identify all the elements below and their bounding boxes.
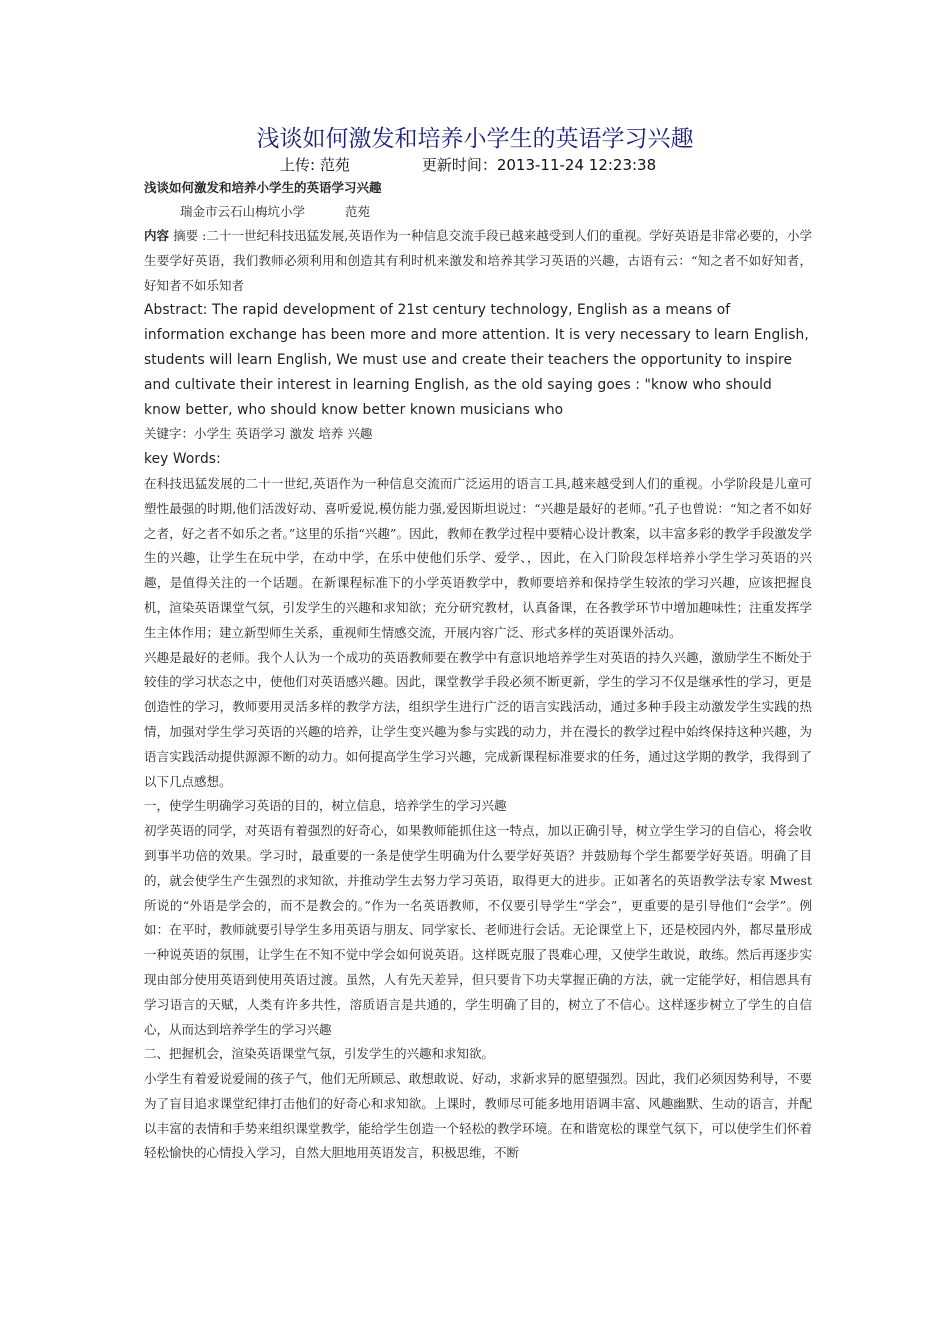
keywords-cn: 关键字：小学生 英语学习 激发 培养 兴趣 [144, 426, 373, 442]
abstract-cn-text: 摘要 :二十一世纪科技迅猛发展,英语作为一种信息交流手段已越来越受到人们的重视。学好英语是非常必要的，小学生要学好英语，我们教师必须利用和创造其有利时机来激发和培养其学习英语的兴趣，古语有云：“知之者不如好知者，好知者不如乐知者 [144, 228, 812, 293]
keywords-en: key Words: [144, 451, 221, 468]
document-meta [280, 154, 656, 175]
document-title: 浅谈如何激发和培养小学生的英语学习兴趣 [256, 126, 694, 152]
article-body [144, 176, 812, 1166]
abstract-en: Abstract: The rapid development of 21st century technology, English as a means of information exchange has been more and more attention. It is very necessary to learn English, students will learn English, We must use and create their teachers the opportunity to inspire and cultivate their interest in learning English, as the old saying goes : "know who should know better, who should know better known musicians who [144, 302, 809, 418]
paragraph-2: 兴趣是最好的老师。我个人认为一个成功的英语教师要在教学中有意识地培养学生对英语的持久兴趣，激励学生不断处于较佳的学习状态之中，使他们对英语感兴趣。因此，课堂教学手段必须不断更新，学生的学习不仅是继承性的学习，更是创造性的学习，教师要用灵活多样的教学方法，组织学生进行广泛的语言实践活动，通过多种手段主动激发学生实践的热情，加强对学生学习英语的兴趣的培养，让学生变兴趣为参与实践的动力，并在漫长的教学过程中始终保持这种兴趣，为语言实践活动提供源源不断的动力。如何提高学生学习兴趣，完成新课程标准要求的任务，通过这学期的教学，我得到了以下几点感想。 [144, 649, 812, 789]
section-heading-2: 二、把握机会，渲染英语课堂气氛，引发学生的兴趣和求知欲。 [144, 1046, 495, 1062]
content-label: 内容 [144, 228, 170, 243]
school-name: 瑞金市云石山梅坑小学 [180, 204, 306, 219]
paragraph-3: 初学英语的同学，对英语有着强烈的好奇心，如果教师能抓住这一特点，加以正确引导，树立学生学习的自信心，将会收到事半功倍的效果。学习时，最重要的一条是使学生明确为什么要学好英语？并鼓励每个学生都要学好英语。明确了目的，就会使学生产生强烈的求知欲，并推动学生去努力学习英语，取得更大的进步。正如著名的英语教学法专家 Mwest 所说的“外语是学会的，而不是教会的。”作为一名英语教师，不仅要引导学生“学会”，更重要的是引导他们“会学”。例如：在平时，教师就要引导学生多用英语与朋友、同学家长、老师进行会话。无论课堂上下，还是校园内外，都尽量形成一种说英语的氛围，让学生在不知不觉中学会如何说英语。这样既克服了畏难心理，又使学生敢说，敢练。然后再逐步实现由部分使用英语到使用英语过渡。虽然，人有先天差异，但只要肯下功夫掌握正确的方法，就一定能学好，相信恩具有学习语言的天赋，人类有许多共性，溶质语言是共通的，学生明确了目的，树立了不信心。这样逐步树立了学生的自信心，从而达到培养学生的学习兴趣 [144, 823, 812, 1037]
uploader-text: 上传: 范苑 [280, 156, 350, 174]
section-heading-1: 一，使学生明确学习英语的目的，树立信息，培养学生的学习兴趣 [144, 798, 507, 814]
update-time-text: 更新时间：2013-11-24 12:23:38 [421, 156, 657, 174]
abstract-cn [144, 224, 812, 298]
article-subtitle: 浅谈如何激发和培养小学生的英语学习兴趣 [144, 180, 382, 195]
paragraph-4: 小学生有着爱说爱闹的孩子气，他们无所顾忌、敢想敢说、好动，求新求异的愿望强烈。因此，我们必须因势利导，不要为了盲目追求课堂纪律打击他们的好奇心和求知欲。上课时，教师尽可能多地用语调丰富、风趣幽默、生动的语言，并配以丰富的表情和手势来组织课堂教学，能给学生创造一个轻松的教学环境。在和谐宽松的课堂气氛下，可以使学生们怀着轻松愉快的心情投入学习，自然大胆地用英语发言，积极思维，不断 [144, 1071, 812, 1161]
author-line [144, 200, 812, 224]
paragraph-1: 在科技迅猛发展的二十一世纪,英语作为一种信息交流而广泛运用的语言工具,越来越受到人们的重视。小学阶段是儿童可塑性最强的时期,他们活泼好动、喜听爱说,模仿能力强,爱因斯坦说过：“兴趣是最好的老师。”孔子也曾说：“知之者不如好之者，好之者不如乐之者。”这里的乐指“兴趣”。因此，教师在教学过程中要精心设计教案，以丰富多彩的教学手段激发学生的兴趣，让学生在玩中学，在动中学，在乐中使他们乐学、爱学、，因此，在入门阶段怎样培养小学生学习英语的兴趣，是值得关注的一个话题。在新课程标准下的小学英语教学中，教师要培养和保持学生较浓的学习兴趣，应该把握良机，渲染英语课堂气氛，引发学生的兴趣和求知欲；充分研究教材，认真备课，在各教学环节中增加趣味性；注重发挥学生主体作用；建立新型师生关系，重视师生情感交流，开展内容广泛、形式多样的英语课外活动。 [144, 475, 812, 640]
author-name: 范苑 [345, 204, 371, 219]
